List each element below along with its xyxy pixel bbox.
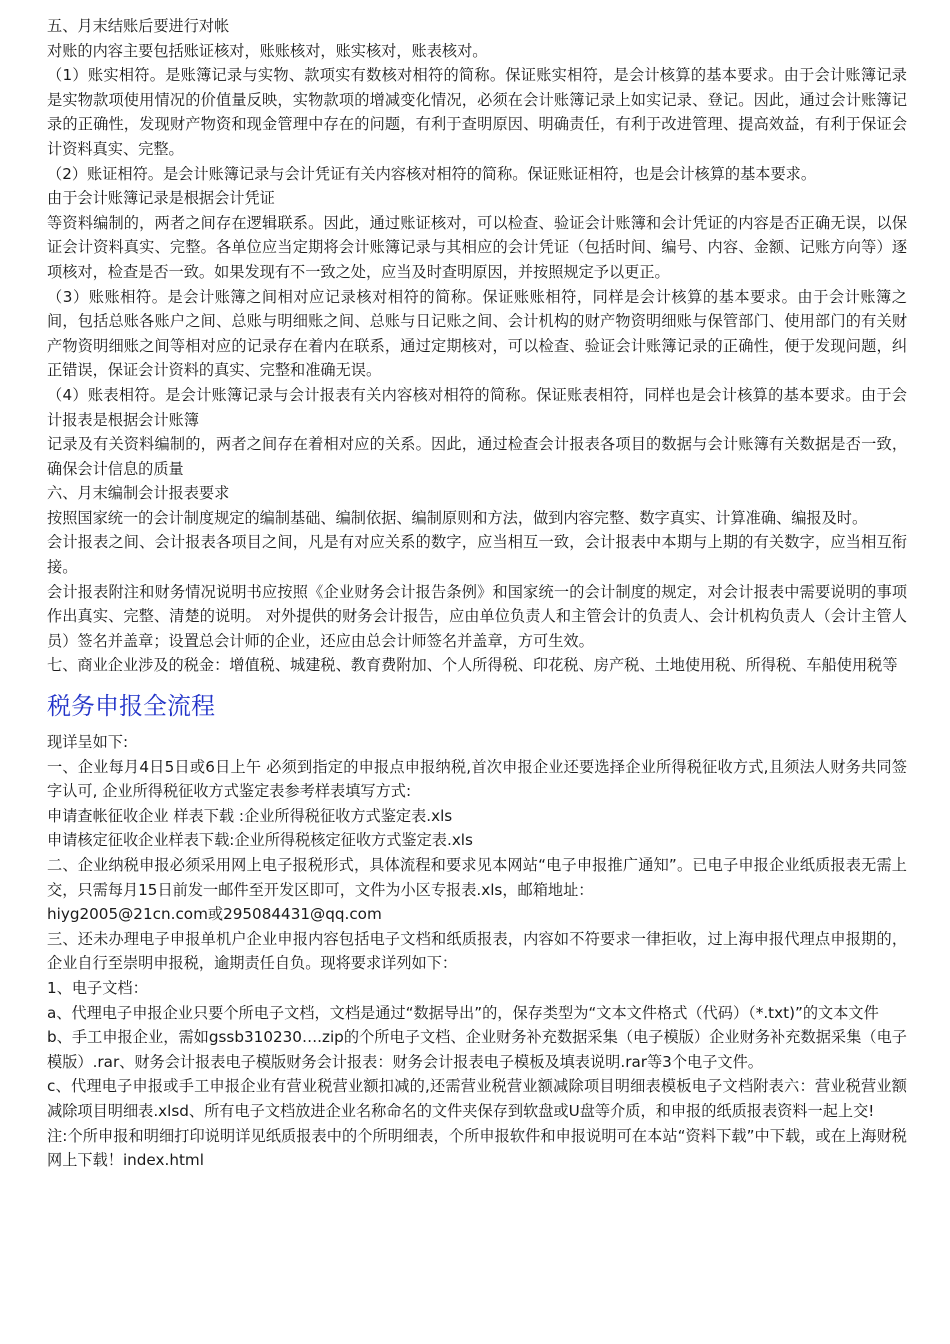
- paragraph: （1）账实相符。是账簿记录与实物、款项实有数核对相符的简称。保证账实相符，是会计核算的基本要求。由于会计账簿记录是实物款项使用情况的价值量反映，实物款项的增减变化情况，必须在会计账簿记录上如实记录、登记。因此，通过会计账簿记录的正确性，发现财产物资和现金管理中存在的问题，有利于查明原因、明确责任，有利于改进管理、提高效益，有利于保证会计资料真实、完整。: [47, 66, 907, 158]
- download-line: 申请查帐征收企业 样表下载 :企业所得税征收方式鉴定表.xls: [47, 806, 453, 825]
- paragraph: 等资料编制的，两者之间存在逻辑联系。因此，通过账证核对，可以检查、验证会计账簿和会计凭证的内容是否正确无误，以保证会计资料真实、完整。各单位应当定期将会计账簿记录与其相应的会计凭证（包括时间、编号、内容、金额、记账方向等）逐项核对，检查是否一致。如果发现有不一致之处，应当及时查明原因，并按照规定予以更正。: [47, 213, 907, 281]
- section-title-seven: 七、商业企业涉及的税金：增值税、城建税、教育费附加、个人所得税、印花税、房产税、土地使用税、所得税、车船使用税等: [47, 656, 898, 675]
- paragraph: （2）账证相符。是会计账簿记录与会计凭证有关内容核对相符的简称。保证账证相符，也是会计核算的基本要求。: [47, 164, 817, 183]
- download-line: 申请核定征收企业样表下载:企业所得税核定征收方式鉴定表.xls: [47, 831, 473, 850]
- note-paragraph: 注:个所申报和明细打印说明详见纸质报表中的个所明细表，个所申报软件和申报说明可在本站“资料下载”中下载，或在上海财税网上下载！index.html: [47, 1126, 907, 1170]
- paragraph: 二、企业纳税申报必须采用网上电子报税形式，具体流程和要求见本网站“电子申报推广通知”。已电子申报企业纸质报表无需上交，只需每月15日前发一邮件至开发区即可，文件为小区专报表.xls，邮箱地址：: [47, 856, 907, 899]
- list-item: c、代理电子申报或手工申报企业有营业税营业额扣减的,还需营业税营业额减除项目明细表模板电子文档附表六：营业税营业额减除项目明细表.xlsd、所有电子文档放进企业名称命名的文件夹保存到软盘或U盘等介质，和申报的纸质报表资料一起上交!: [47, 1077, 907, 1120]
- reconciliation-section: [47, 14, 907, 678]
- paragraph: 由于会计账簿记录是根据会计凭证: [47, 189, 275, 208]
- list-item: a、代理电子申报企业只要个所电子文档，文档是通过“数据导出”的，保存类型为“文本文件格式（代码）（*.txt)”的文本文件: [47, 1003, 879, 1022]
- paragraph: 三、还未办理电子申报单机户企业申报内容包括电子文档和纸质报表，内容如不符要求一律拒收，过上海申报代理点申报期的，企业自行至崇明申报税，逾期责任自负。现将要求详列如下：: [47, 929, 907, 973]
- list-item: b、手工申报企业，需如gssb310230….zip的个所电子文档、企业财务补充数据采集（电子模版）企业财务补充数据采集（电子模版）.rar、财务会计报表电子模版财务会计报表：财务会计报表电子模板及填表说明.rar等3个电子文件。: [47, 1028, 907, 1071]
- paragraph: 会计报表附注和财务情况说明书应按照《企业财务会计报告条例》和国家统一的会计制度的规定，对会计报表中需要说明的事项作出真实、完整、清楚的说明。 对外提供的财务会计报告，应由单位负责人和主管会计的负责人、会计机构负责人（会计主管人员）签名并盖章；设置总会计师的企业，还应由总会计师签名并盖章，方可生效。: [47, 582, 907, 650]
- paragraph: 一、企业每月4日5日或6日上午 必须到指定的申报点申报纳税,首次申报企业还要选择企业所得税征收方式,且须法人财务共同签字认可, 企业所得税征收方式鉴定表参考样表填写方式:: [47, 757, 907, 801]
- paragraph: 记录及有关资料编制的，两者之间存在着相对应的关系。因此，通过检查会计报表各项目的数据与会计账簿有关数据是否一致，确保会计信息的质量: [47, 435, 907, 478]
- paragraph: （4）账表相符。是会计账簿记录与会计报表有关内容核对相符的简称。保证账表相符，同样也是会计核算的基本要求。由于会计报表是根据会计账簿: [47, 385, 907, 429]
- subsection-title: 1、电子文档：: [47, 978, 148, 997]
- tax-filing-section: [47, 730, 907, 1173]
- section-title-five: 五、月末结账后要进行对帐: [47, 17, 230, 35]
- paragraph: 对账的内容主要包括账证核对，账账核对，账实核对，账表核对。: [47, 41, 488, 60]
- email-address-line: hiyg2005@21cn.com或295084431@qq.com: [47, 905, 382, 924]
- paragraph: 会计报表之间、会计报表各项目之间，凡是有对应关系的数字，应当相互一致，会计报表中本期与上期的有关数字，应当相互衔接。: [47, 533, 907, 577]
- paragraph: 按照国家统一的会计制度规定的编制基础、编制依据、编制原则和方法，做到内容完整、数字真实、计算准确、编报及时。: [47, 508, 868, 527]
- section-title-six: 六、月末编制会计报表要求: [47, 484, 230, 503]
- paragraph: （3）账账相符。是会计账簿之间相对应记录核对相符的简称。保证账账相符，同样是会计核算的基本要求。由于会计账簿之间，包括总账各账户之间、总账与明细账之间、总账与日记账之间、会计机构的财产物资明细账与保管部门、使用部门的有关财产物资明细账之间等相对应的记录存在着内在联系，通过定期核对，可以检查、验证会计账簿记录的正确性，便于发现问题，纠正错误，保证会计资料的真实、完整和准确无误。: [47, 287, 907, 380]
- document-page: [47, 14, 907, 1173]
- paragraph: 现详呈如下:: [47, 733, 129, 752]
- page-heading: 税务申报全流程: [47, 692, 215, 721]
